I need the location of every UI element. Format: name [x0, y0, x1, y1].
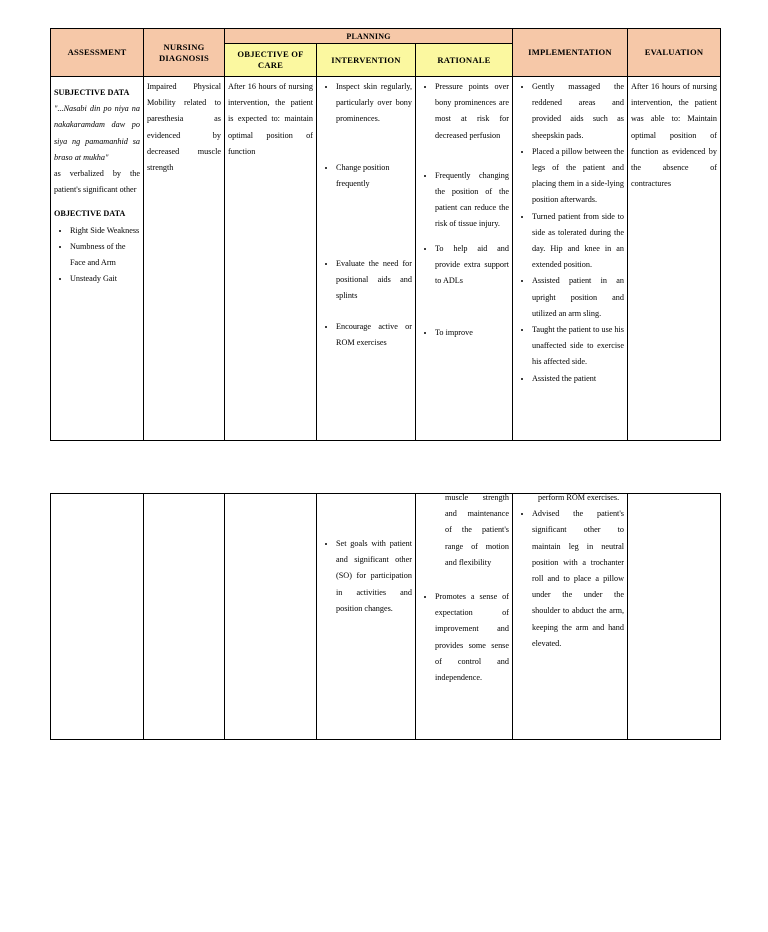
care-plan-table-page2 — [50, 493, 721, 740]
implementation-cell-cont — [513, 494, 628, 740]
evaluation-cell-cont — [628, 494, 721, 740]
header-intervention: INTERVENTION — [317, 44, 416, 77]
intervention-item: • Set goals with patient and significant other (SO) for participation in activities and position changes. — [336, 536, 412, 617]
rationale-continued: muscle strength and maintenance of the patient's range of motion and flexibility — [445, 493, 509, 567]
implementation-item: • Taught the patient to use his unaffected side to exercise his affected side. — [532, 322, 624, 371]
rationale-item: • To improve — [435, 325, 509, 341]
intervention-cell-cont — [317, 494, 416, 740]
objective-data-item: • Numbness of the Face and Arm — [70, 239, 140, 271]
header-rationale: RATIONALE — [416, 44, 513, 77]
header-planning: PLANNING — [225, 29, 513, 44]
objective-data-item: • Unsteady Gait — [70, 271, 140, 287]
rationale-item: • Pressure points over bony prominences are most at risk for decreased perfusion — [435, 79, 509, 144]
intervention-item: • Inspect skin regularly, particularly over bony prominences. — [336, 79, 412, 128]
objective-data-list — [54, 223, 140, 288]
nursing-diagnosis-cell: Impaired Physical Mobility related to paresthesia as evidenced by decreased muscle strength — [144, 77, 225, 441]
implementation-item: • Advised the patient's significant other to maintain leg in neutral position with a trochanter roll and to place a pillow under the under the shoulder to abduct the arm, keeping the arm and hand elevated. — [532, 506, 624, 652]
header-evaluation: EVALUATION — [628, 29, 721, 77]
subjective-tail: as verbalized by the patient's significant other — [54, 169, 140, 195]
objective-data-label: OBJECTIVE DATA — [54, 209, 126, 219]
rationale-cell — [416, 77, 513, 441]
evaluation-cell: After 16 hours of nursing intervention, the patient was able to: Maintain optimal position of function as evidenced by the absence of contractures — [628, 77, 721, 441]
care-plan-table-page1 — [50, 28, 721, 441]
intervention-item: • Evaluate the need for positional aids and splints — [336, 256, 412, 305]
subjective-quote: "...Nasabi din po niya na nakakaramdam daw po siya ng pamamanhid sa braso at mukha" — [54, 104, 140, 162]
implementation-item: • Turned patient from side to side as tolerated during the day. Hip and knee in an extended position. — [532, 209, 624, 274]
implementation-cell — [513, 77, 628, 441]
assessment-cell — [51, 77, 144, 441]
implementation-item: • Gently massaged the reddened areas and provided aids such as sheepskin pads. — [532, 79, 624, 144]
objective-of-care-cell: After 16 hours of nursing intervention, the patient is expected to: maintain optimal position of function — [225, 77, 317, 441]
implementation-item: • Assisted the patient — [532, 371, 624, 387]
rationale-item: • Frequently changing the position of the patient can reduce the risk of tissue injury. — [435, 168, 509, 233]
header-assessment: ASSESSMENT — [51, 29, 144, 77]
nursing-diagnosis-cell-cont — [144, 494, 225, 740]
header-objective-of-care: OBJECTIVE OF CARE — [225, 44, 317, 77]
rationale-item: • To help aid and provide extra support to ADLs — [435, 241, 509, 290]
objective-data-item: • Right Side Weakness — [70, 223, 140, 239]
intervention-cell — [317, 77, 416, 441]
implementation-continued: perform ROM exercises. — [538, 493, 620, 502]
intervention-item: • Change position frequently — [336, 160, 412, 192]
intervention-item: • Encourage active or ROM exercises — [336, 319, 412, 351]
header-nursing-diagnosis: NURSING DIAGNOSIS — [144, 29, 225, 77]
header-implementation: IMPLEMENTATION — [513, 29, 628, 77]
assessment-cell-cont — [51, 494, 144, 740]
rationale-cell-cont — [416, 494, 513, 740]
implementation-item: • Placed a pillow between the legs of the patient and placing them in a side-lying position afterwards. — [532, 144, 624, 209]
subjective-data-label: SUBJECTIVE DATA — [54, 88, 130, 97]
objective-of-care-cell-cont — [225, 494, 317, 740]
implementation-item: • Assisted patient in an upright position and utilized an arm sling. — [532, 273, 624, 322]
rationale-item: • Promotes a sense of expectation of improvement and provides some sense of control and independence. — [435, 589, 509, 686]
